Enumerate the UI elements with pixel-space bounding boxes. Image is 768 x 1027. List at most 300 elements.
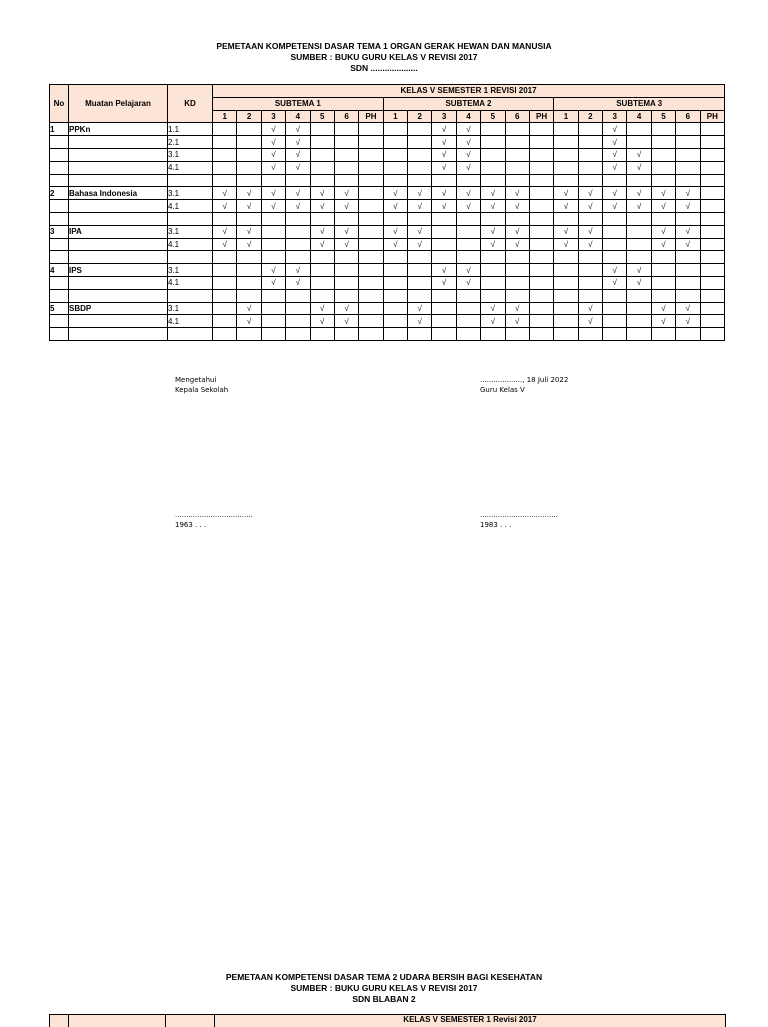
check-cell: [261, 225, 285, 238]
check-mark: √: [603, 136, 627, 149]
check-mark: √: [603, 148, 627, 161]
row-subject: [69, 200, 168, 213]
header-subcol: 4: [456, 110, 480, 123]
check-cell: [310, 123, 334, 136]
check-cell: [359, 276, 383, 289]
check-cell: [700, 161, 725, 174]
page2-school: SDN BLABAN 2: [352, 994, 416, 1004]
sig-left-nip: 1963 . . .: [175, 521, 207, 529]
check-mark: √: [481, 200, 505, 213]
row-kd: 4.1: [168, 238, 213, 251]
check-mark: √: [408, 225, 432, 238]
check-cell: [700, 212, 725, 225]
header-subject: Muatan Pelajaran: [69, 85, 168, 123]
check-cell: [432, 302, 456, 315]
row-no: 4: [50, 264, 69, 277]
signature-right-name: [480, 510, 558, 530]
header-kd: KD: [168, 85, 213, 123]
header-no: No: [50, 85, 69, 123]
check-cell: [456, 328, 480, 341]
check-cell: [359, 187, 383, 200]
check-cell: [505, 148, 529, 161]
check-cell: [554, 276, 578, 289]
check-mark: √: [627, 264, 651, 277]
check-cell: [529, 264, 553, 277]
header-subcol: 5: [310, 110, 334, 123]
check-mark: √: [237, 302, 261, 315]
check-cell: [432, 174, 456, 187]
check-mark: √: [627, 148, 651, 161]
header-subcol: 2: [578, 110, 602, 123]
page1-school: SDN ....................: [350, 63, 418, 73]
check-mark: √: [261, 200, 285, 213]
check-cell: [529, 187, 553, 200]
row-subject: [69, 328, 168, 341]
check-cell: [383, 315, 407, 328]
check-cell: [651, 123, 675, 136]
check-cell: [213, 264, 237, 277]
check-cell: [676, 212, 700, 225]
check-mark: √: [383, 200, 407, 213]
check-cell: [700, 315, 725, 328]
check-cell: [481, 276, 505, 289]
check-mark: √: [603, 123, 627, 136]
check-cell: [286, 302, 310, 315]
header-subcol: 6: [505, 110, 529, 123]
check-mark: √: [578, 315, 602, 328]
check-mark: √: [651, 238, 675, 251]
check-cell: [261, 212, 285, 225]
check-mark: √: [554, 200, 578, 213]
check-cell: [261, 174, 285, 187]
check-cell: [237, 251, 261, 264]
check-cell: [237, 148, 261, 161]
check-cell: [676, 264, 700, 277]
sig-right-role: Guru Kelas V: [480, 386, 525, 394]
check-cell: [261, 328, 285, 341]
row-subject: Bahasa Indonesia: [69, 187, 168, 200]
check-cell: [286, 212, 310, 225]
check-cell: [334, 328, 358, 341]
check-cell: [603, 212, 627, 225]
check-cell: [334, 161, 358, 174]
check-cell: [334, 136, 358, 149]
check-cell: [334, 174, 358, 187]
check-mark: √: [261, 148, 285, 161]
header-subcol: 2: [408, 110, 432, 123]
header-subcol: 4: [627, 110, 651, 123]
header-subcol: 6: [334, 110, 358, 123]
row-kd: 3.1: [168, 264, 213, 277]
check-mark: √: [383, 238, 407, 251]
check-cell: [359, 225, 383, 238]
check-mark: √: [481, 302, 505, 315]
check-mark: √: [481, 225, 505, 238]
check-cell: [237, 123, 261, 136]
row-no: [50, 136, 69, 149]
check-cell: [529, 123, 553, 136]
check-mark: √: [603, 161, 627, 174]
check-cell: [676, 328, 700, 341]
check-cell: [310, 264, 334, 277]
check-mark: √: [310, 225, 334, 238]
check-cell: [529, 136, 553, 149]
table-row: [50, 302, 725, 315]
row-subject: [69, 148, 168, 161]
check-cell: [334, 276, 358, 289]
page2-col-subject: [68, 1015, 166, 1027]
row-kd: 3.1: [168, 302, 213, 315]
check-cell: [481, 251, 505, 264]
row-no: 3: [50, 225, 69, 238]
check-cell: [383, 328, 407, 341]
check-cell: [505, 136, 529, 149]
check-mark: √: [481, 238, 505, 251]
check-cell: [700, 123, 725, 136]
check-mark: √: [237, 238, 261, 251]
table-row: [50, 123, 725, 136]
check-cell: [505, 264, 529, 277]
check-cell: [432, 212, 456, 225]
header-subcol: 5: [651, 110, 675, 123]
check-cell: [359, 328, 383, 341]
check-cell: [554, 264, 578, 277]
check-cell: [334, 123, 358, 136]
check-cell: [554, 315, 578, 328]
sig-left-role: Kepala Sekolah: [175, 386, 229, 394]
header-subcol: 1: [383, 110, 407, 123]
row-subject: IPA: [69, 225, 168, 238]
check-mark: √: [481, 187, 505, 200]
check-cell: [310, 251, 334, 264]
check-cell: [408, 174, 432, 187]
check-cell: [286, 315, 310, 328]
page2-col-kd: [166, 1015, 215, 1027]
check-mark: √: [554, 225, 578, 238]
check-cell: [213, 302, 237, 315]
check-cell: [432, 251, 456, 264]
check-cell: [578, 328, 602, 341]
check-cell: [237, 289, 261, 302]
check-cell: [261, 289, 285, 302]
row-kd: 4.1: [168, 200, 213, 213]
row-subject: PPKn: [69, 123, 168, 136]
row-subject: [69, 174, 168, 187]
page2-source: SUMBER : BUKU GURU KELAS V REVISI 2017: [290, 983, 478, 993]
check-cell: [408, 251, 432, 264]
row-no: 5: [50, 302, 69, 315]
check-cell: [529, 238, 553, 251]
row-kd: [168, 289, 213, 302]
check-cell: [310, 328, 334, 341]
row-subject: [69, 161, 168, 174]
check-mark: √: [334, 238, 358, 251]
check-cell: [651, 174, 675, 187]
check-cell: [456, 315, 480, 328]
sig-right-date: ..................., 18 Juli 2022: [480, 376, 569, 384]
check-mark: √: [432, 200, 456, 213]
check-cell: [383, 251, 407, 264]
check-mark: √: [578, 238, 602, 251]
check-cell: [505, 174, 529, 187]
row-subject: [69, 136, 168, 149]
page1-source: SUMBER : BUKU GURU KELAS V REVISI 2017: [290, 52, 478, 62]
check-mark: √: [456, 276, 480, 289]
page2-title-block: [0, 972, 768, 1005]
row-kd: 4.1: [168, 276, 213, 289]
check-mark: √: [456, 136, 480, 149]
check-cell: [578, 161, 602, 174]
row-kd: [168, 212, 213, 225]
check-cell: [237, 264, 261, 277]
check-mark: √: [261, 161, 285, 174]
check-cell: [408, 123, 432, 136]
check-cell: [700, 251, 725, 264]
check-cell: [529, 289, 553, 302]
check-cell: [408, 264, 432, 277]
check-cell: [213, 136, 237, 149]
check-cell: [529, 276, 553, 289]
check-cell: [529, 251, 553, 264]
row-kd: [168, 328, 213, 341]
check-mark: √: [213, 187, 237, 200]
check-cell: [456, 289, 480, 302]
check-cell: [651, 264, 675, 277]
check-mark: √: [237, 200, 261, 213]
check-cell: [334, 148, 358, 161]
check-mark: √: [627, 276, 651, 289]
row-no: [50, 315, 69, 328]
check-mark: √: [408, 315, 432, 328]
check-cell: [213, 174, 237, 187]
check-cell: [213, 212, 237, 225]
check-cell: [481, 123, 505, 136]
check-mark: √: [334, 302, 358, 315]
check-mark: √: [432, 187, 456, 200]
check-cell: [237, 212, 261, 225]
row-no: [50, 328, 69, 341]
check-mark: √: [627, 200, 651, 213]
check-mark: √: [310, 302, 334, 315]
check-mark: √: [676, 200, 700, 213]
check-mark: √: [603, 264, 627, 277]
check-cell: [432, 225, 456, 238]
check-cell: [505, 289, 529, 302]
check-cell: [310, 161, 334, 174]
check-mark: √: [578, 225, 602, 238]
check-cell: [310, 276, 334, 289]
check-cell: [603, 174, 627, 187]
table-row: [50, 136, 725, 149]
check-cell: [627, 289, 651, 302]
check-cell: [529, 225, 553, 238]
page2-title: PEMETAAN KOMPETENSI DASAR TEMA 2 UDARA BERSIH BAGI KESEHATAN: [225, 972, 543, 982]
check-mark: √: [651, 302, 675, 315]
check-cell: [286, 289, 310, 302]
check-cell: [261, 315, 285, 328]
check-mark: √: [213, 225, 237, 238]
check-cell: [578, 276, 602, 289]
check-cell: [408, 276, 432, 289]
check-mark: √: [505, 225, 529, 238]
row-no: 1: [50, 123, 69, 136]
check-mark: √: [286, 161, 310, 174]
signature-left-name: [175, 510, 253, 530]
check-cell: [651, 276, 675, 289]
check-cell: [383, 212, 407, 225]
check-cell: [700, 289, 725, 302]
check-cell: [237, 328, 261, 341]
table-row: [50, 161, 725, 174]
page2-table-top: [49, 1014, 726, 1027]
check-cell: [700, 264, 725, 277]
check-cell: [700, 302, 725, 315]
header-subcol: 5: [481, 110, 505, 123]
check-cell: [310, 212, 334, 225]
check-cell: [359, 238, 383, 251]
row-no: 2: [50, 187, 69, 200]
check-cell: [651, 328, 675, 341]
check-mark: √: [432, 161, 456, 174]
check-cell: [359, 136, 383, 149]
check-mark: √: [237, 187, 261, 200]
check-cell: [359, 251, 383, 264]
check-cell: [554, 302, 578, 315]
check-cell: [578, 251, 602, 264]
check-cell: [578, 174, 602, 187]
check-cell: [286, 328, 310, 341]
check-cell: [651, 148, 675, 161]
check-cell: [700, 174, 725, 187]
table-row: [50, 276, 725, 289]
row-subject: [69, 212, 168, 225]
check-cell: [627, 251, 651, 264]
check-cell: [529, 302, 553, 315]
check-cell: [408, 136, 432, 149]
header-subcol: PH: [359, 110, 383, 123]
check-cell: [408, 289, 432, 302]
check-mark: √: [310, 315, 334, 328]
check-cell: [554, 148, 578, 161]
check-cell: [481, 289, 505, 302]
header-subcol: 6: [676, 110, 700, 123]
row-subject: SBDP: [69, 302, 168, 315]
check-mark: √: [237, 225, 261, 238]
check-cell: [627, 328, 651, 341]
check-cell: [651, 161, 675, 174]
row-no: [50, 251, 69, 264]
check-cell: [456, 225, 480, 238]
check-cell: [481, 212, 505, 225]
check-mark: √: [676, 238, 700, 251]
check-cell: [456, 174, 480, 187]
check-cell: [213, 328, 237, 341]
row-kd: 3.1: [168, 187, 213, 200]
header-group-title: KELAS V SEMESTER 1 REVISI 2017: [213, 85, 725, 98]
check-cell: [529, 328, 553, 341]
check-cell: [651, 136, 675, 149]
check-cell: [676, 289, 700, 302]
check-cell: [603, 238, 627, 251]
header-subcol: 3: [261, 110, 285, 123]
check-cell: [408, 328, 432, 341]
row-subject: IPS: [69, 264, 168, 277]
check-mark: √: [676, 187, 700, 200]
check-cell: [286, 238, 310, 251]
check-cell: [578, 136, 602, 149]
page2-col-no: [50, 1015, 69, 1027]
check-cell: [237, 174, 261, 187]
check-mark: √: [578, 200, 602, 213]
check-mark: √: [408, 302, 432, 315]
row-no: [50, 289, 69, 302]
check-mark: √: [456, 187, 480, 200]
sig-left-name-line: ...................................: [175, 511, 253, 519]
check-cell: [578, 148, 602, 161]
check-cell: [627, 315, 651, 328]
check-cell: [554, 161, 578, 174]
signature-right: [480, 375, 568, 395]
check-mark: √: [213, 238, 237, 251]
row-kd: 3.1: [168, 148, 213, 161]
check-cell: [408, 148, 432, 161]
check-cell: [456, 212, 480, 225]
check-cell: [700, 238, 725, 251]
check-mark: √: [213, 200, 237, 213]
check-cell: [627, 136, 651, 149]
row-subject: [69, 315, 168, 328]
check-cell: [676, 251, 700, 264]
check-mark: √: [456, 148, 480, 161]
check-cell: [651, 289, 675, 302]
check-cell: [627, 225, 651, 238]
check-mark: √: [432, 123, 456, 136]
check-cell: [213, 251, 237, 264]
header-subtema: SUBTEMA 2: [383, 97, 554, 110]
check-cell: [383, 123, 407, 136]
check-mark: √: [651, 200, 675, 213]
check-mark: √: [286, 136, 310, 149]
check-cell: [627, 302, 651, 315]
check-cell: [310, 136, 334, 149]
check-mark: √: [554, 238, 578, 251]
row-no: [50, 238, 69, 251]
row-kd: 4.1: [168, 161, 213, 174]
check-cell: [603, 225, 627, 238]
header-subcol: 4: [286, 110, 310, 123]
check-cell: [481, 264, 505, 277]
check-cell: [383, 276, 407, 289]
table-row: [50, 315, 725, 328]
row-subject: [69, 289, 168, 302]
check-cell: [456, 251, 480, 264]
check-cell: [286, 225, 310, 238]
check-cell: [408, 212, 432, 225]
check-cell: [603, 302, 627, 315]
check-mark: √: [651, 187, 675, 200]
check-cell: [529, 174, 553, 187]
table-row: [50, 200, 725, 213]
page2-group-title: KELAS V SEMESTER 1 Revisi 2017: [403, 1015, 537, 1024]
check-cell: [554, 123, 578, 136]
check-cell: [554, 136, 578, 149]
check-mark: √: [456, 161, 480, 174]
check-cell: [529, 148, 553, 161]
check-cell: [310, 148, 334, 161]
check-cell: [505, 328, 529, 341]
check-cell: [505, 276, 529, 289]
check-cell: [408, 161, 432, 174]
